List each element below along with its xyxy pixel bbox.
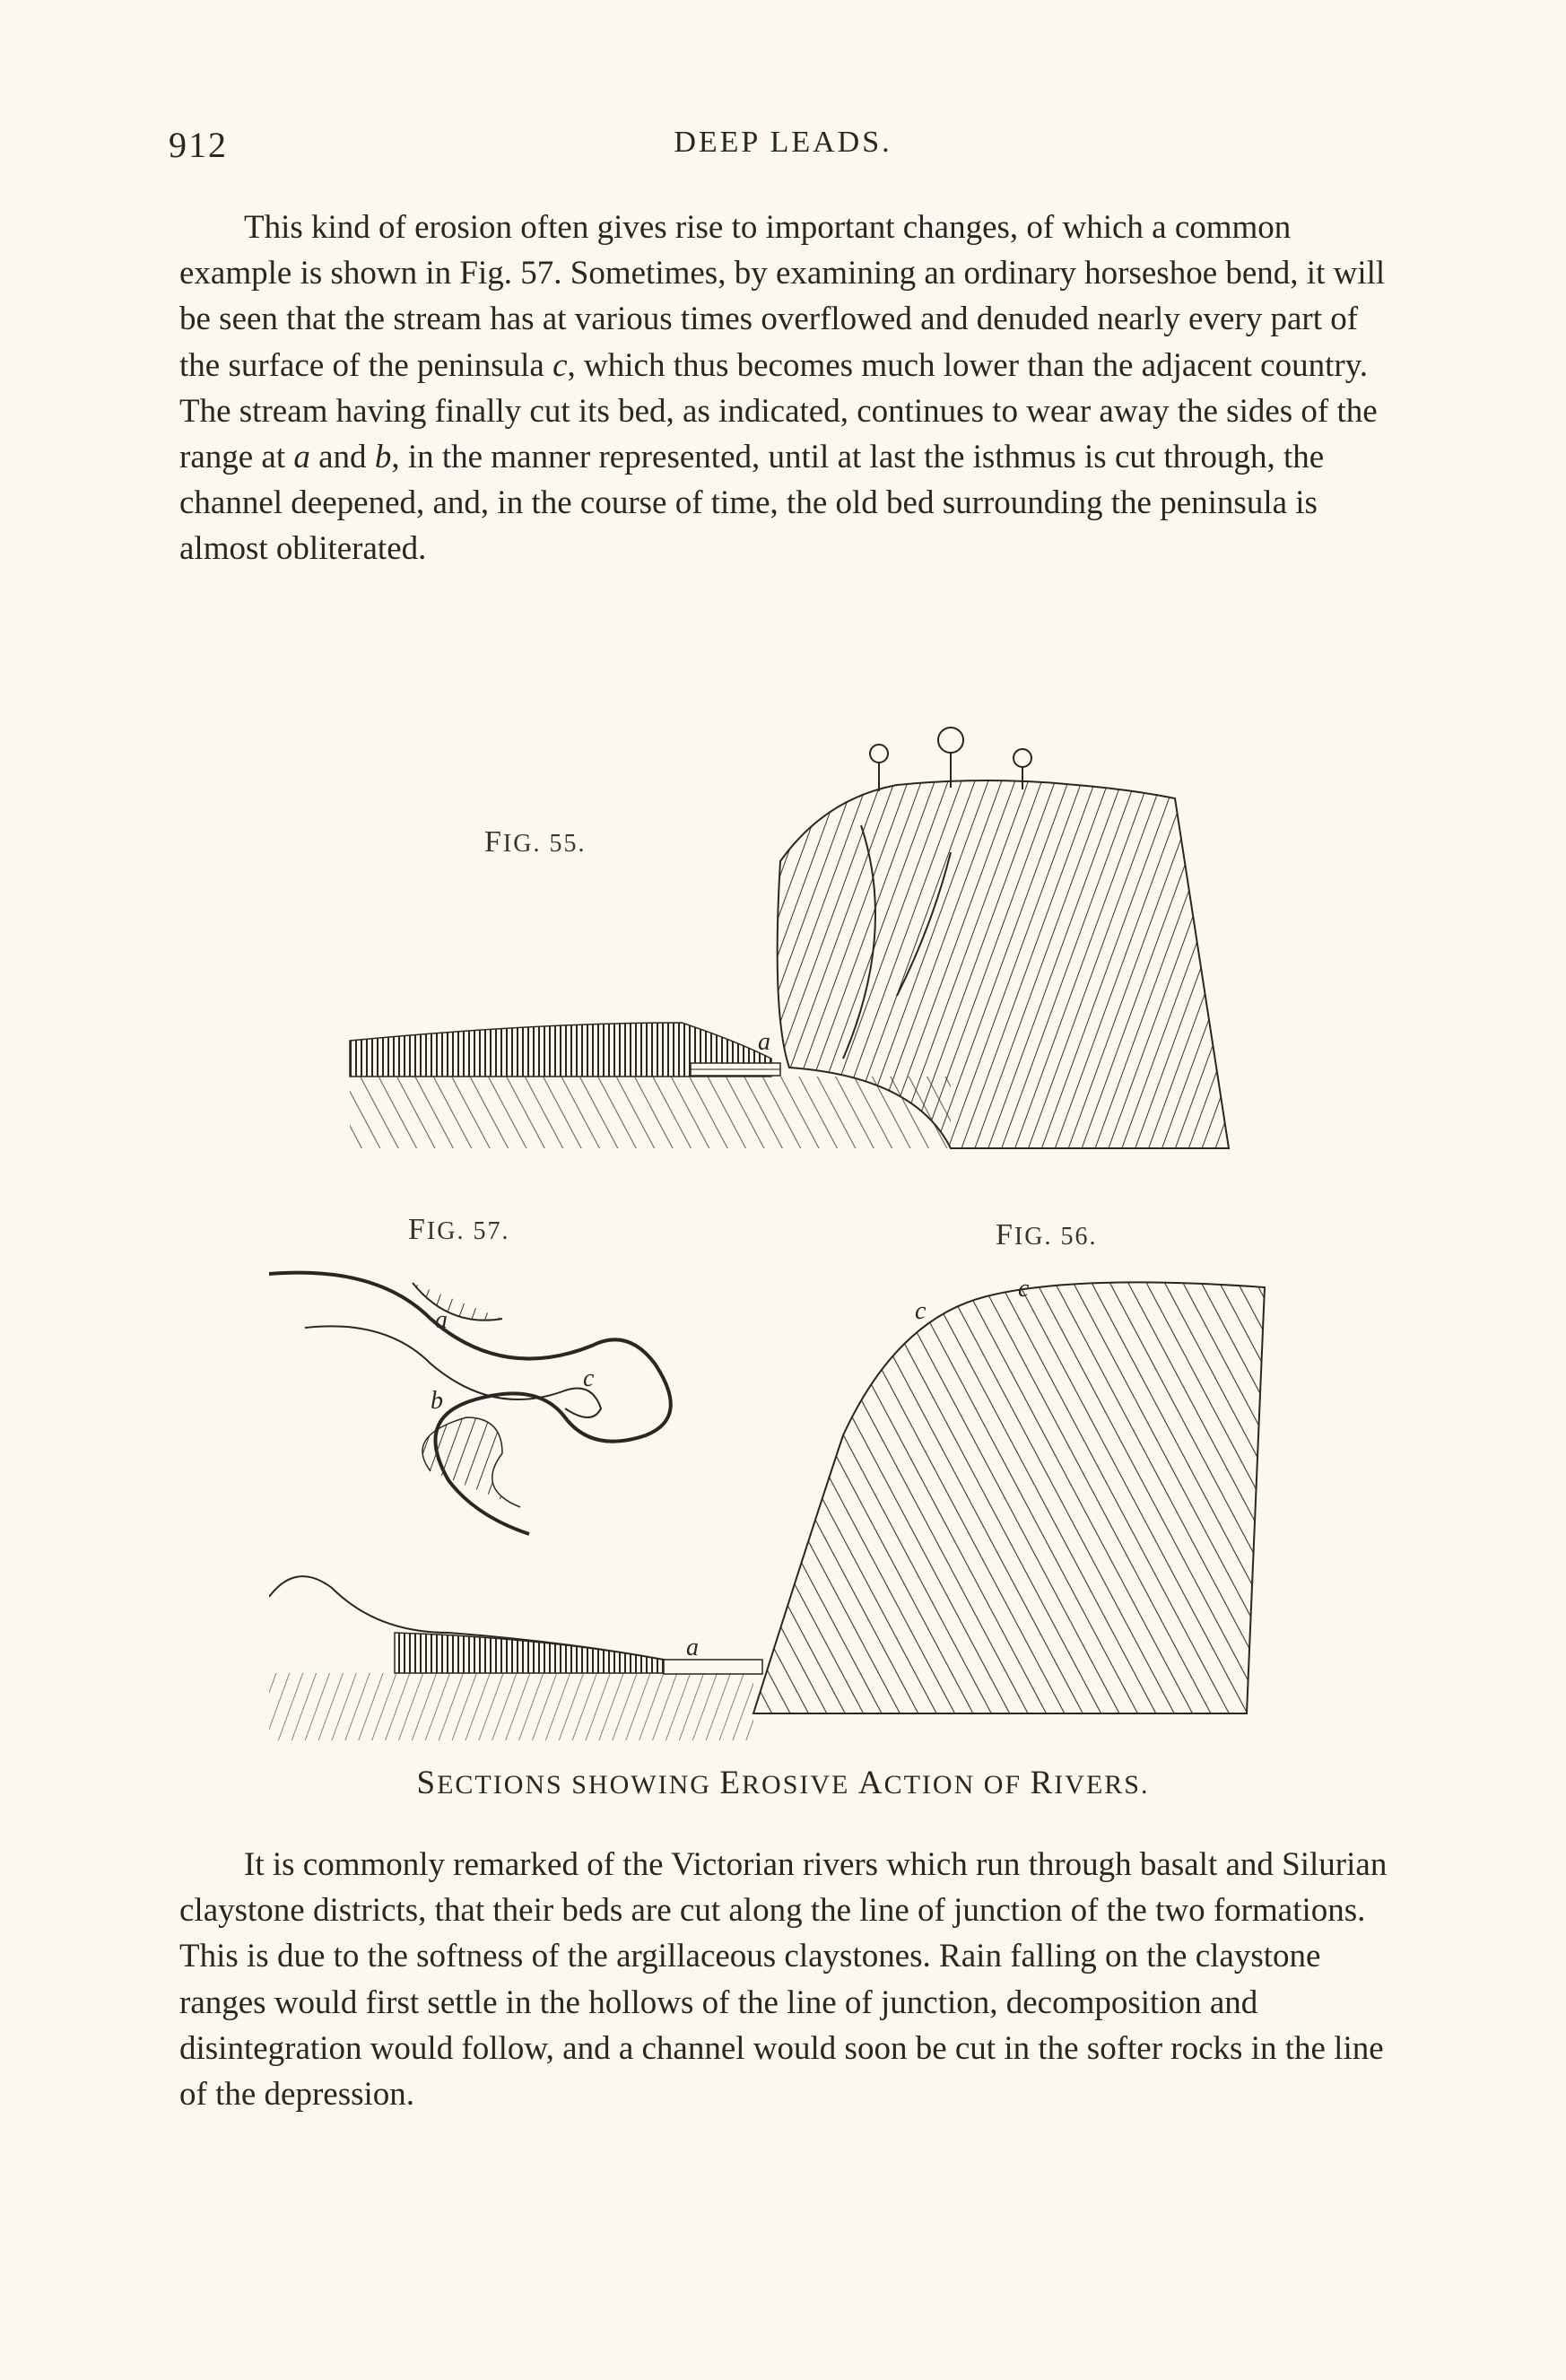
caption-initial: R bbox=[1030, 1765, 1055, 1801]
label-initial: F bbox=[408, 1213, 427, 1246]
caption-rest: ROSIVE bbox=[742, 1770, 858, 1800]
page-number: 912 bbox=[169, 125, 228, 165]
fig56-drawing bbox=[269, 1275, 1265, 1740]
text-segment: , which thus becomes much lower than the adjacent country. The stream having finally cut its bed, as indicated, continues to wear away the sides of the range at bbox=[179, 346, 1378, 476]
label-rest: IG. 55. bbox=[502, 830, 587, 858]
caption-rest: CTION OF bbox=[883, 1770, 1031, 1800]
text-segment: , in the manner represented, until at last the isthmus is cut through, the channel deepened, and, in the course of time, the old bed surrounding the peninsula is almost obliterated. bbox=[179, 439, 1325, 568]
caption-initial: S bbox=[416, 1765, 438, 1801]
caption-rest: IVERS. bbox=[1054, 1770, 1150, 1800]
caption-initial: E bbox=[719, 1765, 743, 1801]
running-title: DEEP LEADS. bbox=[674, 126, 892, 159]
fig55-letter-a: a bbox=[758, 1028, 770, 1056]
paragraph-victorian-rivers-text: It is commonly remarked of the Victorian rivers which run through basalt and Silurian claystone districts, that their beds are cut along the line of junction of the two formations. This is due to the softness of the argillaceous claystones. Rain falling on the claystone ranges would first settle in the hollows of the line of junction, decomposition and disintegration would follow, and a channel would soon be cut in the softer rocks in the line of the depression. bbox=[179, 1846, 1388, 2114]
label-initial: F bbox=[484, 825, 503, 859]
fig57-letter-c: c bbox=[583, 1364, 595, 1392]
fig56-letter-c2: c bbox=[1018, 1275, 1030, 1303]
paragraph-erosion bbox=[179, 205, 1392, 572]
fig57-letter-a: a bbox=[435, 1306, 448, 1334]
fig57-drawing bbox=[269, 1273, 671, 1534]
text-segment: and bbox=[309, 439, 375, 476]
paragraph-erosion-text bbox=[179, 205, 1392, 572]
caption-rest: ECTIONS SHOWING bbox=[437, 1770, 720, 1800]
fig57-letter-b: b bbox=[431, 1387, 443, 1415]
label-initial: F bbox=[996, 1218, 1014, 1251]
erosion-illustration bbox=[269, 700, 1309, 1749]
text-segment: This kind of erosion often gives rise to important changes, of which a common example is shown in Fig. 57. Sometimes, by examining an ordinary horseshoe bend, it will be seen that the stream has at various times overflowed and denuded nearly every part of the surface of the peninsula bbox=[179, 209, 1386, 384]
italic-letter: c bbox=[552, 346, 568, 384]
fig55-drawing bbox=[350, 728, 1229, 1148]
label-rest: IG. 57. bbox=[426, 1217, 510, 1245]
caption-initial: A bbox=[857, 1765, 884, 1801]
fig56-letter-c: c bbox=[915, 1297, 927, 1325]
figure-caption bbox=[0, 1764, 1566, 1802]
fig56-letter-a: a bbox=[686, 1634, 699, 1661]
label-rest: IG. 56. bbox=[1014, 1223, 1098, 1251]
italic-letter: b bbox=[374, 439, 392, 476]
italic-letter: a bbox=[293, 439, 310, 476]
paragraph-victorian-rivers bbox=[179, 1842, 1392, 2117]
